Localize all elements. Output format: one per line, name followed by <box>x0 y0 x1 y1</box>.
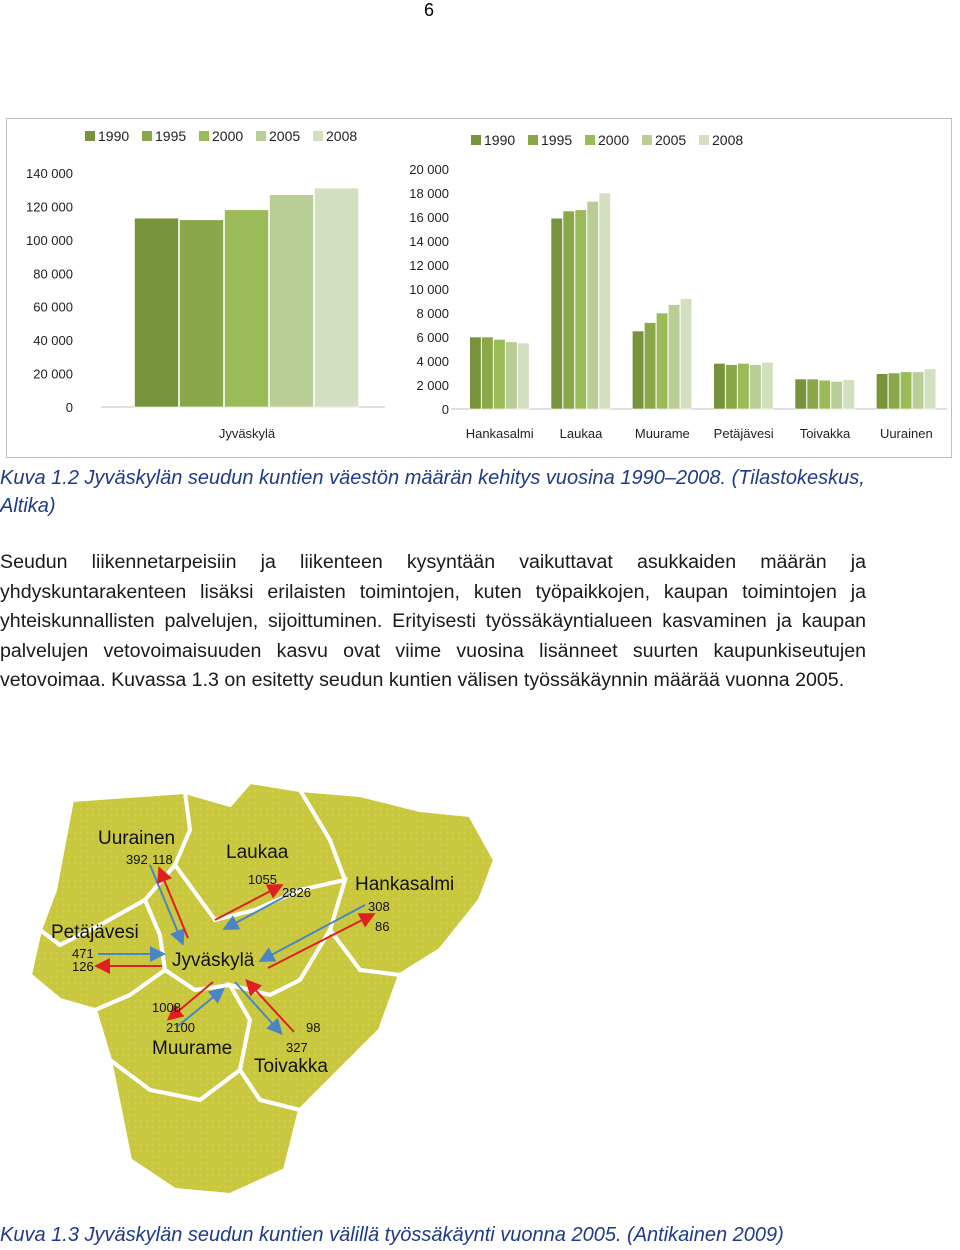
chart2-bar <box>656 313 668 409</box>
chart2-bar <box>563 211 575 409</box>
chart1-legend-swatch <box>313 131 323 141</box>
page-number: 6 <box>424 0 435 20</box>
body-paragraph: Seudun liikennetarpeisiin ja liikenteen kysyntään vaikuttavat asukkaiden määrän ja yhdyskuntarakenteen lisäksi erilaisten toimintojen, kuten työpaikkojen, kaupan toimintojen ja yhteiskunnallisten palvelujen, sijoittuminen. Erityisesti työssäkäyntialueen kasvaminen ja kaupan palvelujen vetovoimaisuuden kasvu ovat viime vuosina lisänneet suurten kaupunkiseutujen vetovoimaa. Kuvassa 1.3 on esitetty seudun kuntien välisen työssäkäynnin määrää vuonna 2005. <box>0 551 866 692</box>
chart2-category-label: Hankasalmi <box>465 426 534 441</box>
chart2-bar <box>551 218 563 409</box>
chart2-ytick: 16 000 <box>409 210 449 225</box>
chart2-category-label: Uurainen <box>879 426 933 441</box>
label-uurainen: Uurainen <box>98 828 176 849</box>
chart2-bar <box>831 381 843 409</box>
chart2-bar <box>762 362 774 409</box>
chart2-bar <box>506 342 517 409</box>
flow-toivakka-b: 327 <box>286 1040 308 1055</box>
chart2-bar <box>888 373 900 409</box>
chart2-legend-label: 1995 <box>541 132 573 148</box>
chart2-bar <box>738 363 750 409</box>
flow-muurame-a: 1008 <box>152 1000 181 1015</box>
chart2-ytick: 12 000 <box>409 258 449 273</box>
chart2-legend-label: 2005 <box>655 132 687 148</box>
chart2-bar <box>599 193 611 409</box>
chart2-category-label: Muurame <box>634 426 690 441</box>
chart1-legend-label: 1995 <box>155 128 187 144</box>
label-muurame: Muurame <box>152 1038 233 1059</box>
label-petajavesi: Petäjävesi <box>51 922 139 943</box>
chart1-bar <box>270 195 314 407</box>
chart2-bar <box>482 337 494 409</box>
chart2-ytick: 18 000 <box>409 186 449 201</box>
chart2-legend-swatch <box>699 135 709 145</box>
chart2-bar <box>843 380 855 409</box>
population-figure <box>6 118 952 458</box>
flow-uurainen-a: 392 <box>126 852 148 867</box>
chart1-legend-label: 2005 <box>269 128 301 144</box>
chart1-bar <box>135 218 179 407</box>
chart1-ytick: 100 000 <box>26 232 73 248</box>
chart1-bar <box>180 220 224 407</box>
chart2-ytick: 10 000 <box>409 282 449 297</box>
chart2-legend-label: 1990 <box>484 132 516 148</box>
population-charts <box>7 119 951 457</box>
chart2-bar <box>494 339 506 409</box>
chart1-ytick: 120 000 <box>26 199 73 215</box>
flow-laukaa-b: 2826 <box>282 885 311 900</box>
figure-caption-1-2: Kuva 1.2 Jyväskylän seudun kuntien väestön määrän kehitys vuosina 1990–2008. (Tilastokeskus, Altika) <box>0 467 865 517</box>
label-hankasalmi: Hankasalmi <box>355 874 455 895</box>
chart2-category-label: Toivakka <box>799 426 851 441</box>
chart2-legend-swatch <box>471 135 481 145</box>
chart1-ytick: 0 <box>65 400 73 415</box>
chart2-legend-label: 2000 <box>598 132 630 148</box>
chart2-bar <box>575 210 587 409</box>
chart1-legend-swatch <box>85 131 95 141</box>
chart2-ytick: 4 000 <box>416 354 449 369</box>
chart2-ytick: 0 <box>441 402 449 417</box>
figure-caption-1-3: Kuva 1.3 Jyväskylän seudun kuntien välillä työssäkäynti vuonna 2005. (Antikainen 2009) <box>0 1224 784 1246</box>
chart2-bar <box>714 363 726 409</box>
chart1-bar <box>315 188 359 407</box>
chart2-bar <box>912 372 924 409</box>
chart1-category-label: Jyväskylä <box>218 426 276 441</box>
chart1-ytick: 60 000 <box>33 299 73 315</box>
chart2-legend-label: 2008 <box>712 132 744 148</box>
chart2-legend-swatch <box>585 135 595 145</box>
chart2-ytick: 8 000 <box>416 306 449 321</box>
chart2-bar <box>900 372 912 409</box>
flow-muurame-b: 2100 <box>166 1020 195 1035</box>
chart2-bar <box>819 380 831 409</box>
chart2-bar <box>807 379 819 409</box>
chart2-bar <box>726 365 738 409</box>
chart1-bar <box>225 210 269 407</box>
chart1-legend-swatch <box>142 131 152 141</box>
chart1-ytick: 80 000 <box>33 266 73 282</box>
chart2-bar <box>470 337 482 409</box>
flow-petajavesi-a: 471 <box>72 946 94 961</box>
chart2-legend-swatch <box>642 135 652 145</box>
chart1-ytick: 20 000 <box>33 366 73 382</box>
chart2-category-label: Laukaa <box>559 426 603 441</box>
chart2-bar <box>750 365 762 409</box>
flow-toivakka-a: 98 <box>306 1020 321 1035</box>
chart2-bar <box>680 299 692 409</box>
label-laukaa: Laukaa <box>226 842 289 863</box>
chart2-bar <box>644 323 656 409</box>
chart2-bar <box>876 374 888 409</box>
chart2-bar <box>587 201 599 409</box>
commuting-map <box>0 770 520 1210</box>
chart2-category-label: Petäjävesi <box>713 426 774 441</box>
flow-uurainen-b: 118 <box>152 852 173 867</box>
flow-petajavesi-b: 126 <box>72 959 94 974</box>
chart1-legend-swatch <box>256 131 266 141</box>
chart1-legend-label: 2008 <box>326 128 358 144</box>
chart2-ytick: 2 000 <box>416 378 449 393</box>
chart2-legend-swatch <box>528 135 538 145</box>
chart1-legend-label: 1990 <box>98 128 130 144</box>
chart1-legend-swatch <box>199 131 209 141</box>
label-jyvaskyla: Jyväskylä <box>172 950 255 971</box>
chart2-bar <box>668 305 680 409</box>
chart2-bar <box>518 343 530 409</box>
flow-hankasalmi-b: 86 <box>375 919 390 934</box>
label-toivakka: Toivakka <box>254 1056 328 1077</box>
chart2-ytick: 6 000 <box>416 330 449 345</box>
chart2-bar <box>924 369 936 409</box>
chart2-ytick: 20 000 <box>409 162 449 177</box>
chart2-bar <box>795 379 807 409</box>
flow-laukaa-a: 1055 <box>248 872 277 887</box>
chart2-ytick: 14 000 <box>409 234 449 249</box>
flow-hankasalmi-a: 308 <box>368 899 390 914</box>
chart1-legend-label: 2000 <box>212 128 244 144</box>
chart1-ytick: 40 000 <box>33 333 73 349</box>
chart2-bar <box>632 331 644 409</box>
chart1-ytick: 140 000 <box>26 166 73 181</box>
